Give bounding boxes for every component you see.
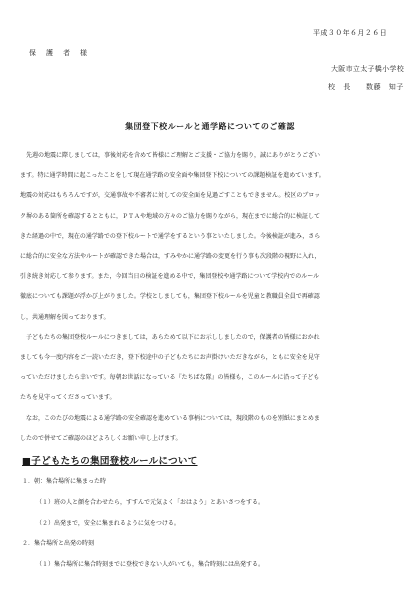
rule-list-item: （１）班の人と顔を合わせたら，すすんで元気よく「おはよう」とあいさつをする。 (36, 498, 265, 506)
body-line: 子どもたちの集団登校ルールにつきましては，あらためて以下にお示ししましたので，保護者の皆様におかれ (20, 333, 320, 341)
body-line: ましても今一度内容をご一読いただき，登下校途中の子どもたちにお声掛けいただきながら，ともに安全を見守 (20, 354, 320, 362)
rule-list (22, 472, 402, 576)
body-line: なお，このたびの地震による通学路の安全確認を進めている事柄については，現段階のものを別紙にまとめま (20, 414, 320, 422)
body-line: 引き続き対応して参ります。また，今回当日の検証を進める中で，集団登校や通学路について学校内でのルール (20, 273, 320, 281)
rule-list-item: （１）集合場所に集合時刻までに登校できない人がいても，集合時刻には出発する。 (36, 561, 265, 569)
body-line: 地震の対応はもちろんですが，交通事故や不審者に対しての安全面を見過ごすこともできません。校区のブロッ (20, 192, 321, 200)
body-line: っていただけましたら幸いです。毎朝お世話になっている『たちばな隊』の皆様も，このルールに沿って子ども (20, 374, 320, 382)
body-line: し，共通理解を図っております。 (20, 313, 110, 321)
body-line: に総合的に安全な方法やルートが確認できた場合は，すみやかに通学路の変更を行う事も次段階の視野に入れ， (20, 253, 321, 261)
rule-list-item: ２．集合場所と出発の時刻 (22, 540, 95, 548)
body-line: たちを見守ってくださっています。 (20, 394, 116, 402)
rule-list-item: （２）出発まで，安全に集まれるように気をつける。 (36, 519, 180, 527)
rule-list-item: １．朝：集合場所に集まった時 (22, 478, 107, 485)
section-heading: ■子どもたちの集団登校ルールについて (22, 456, 198, 467)
school-name: 大阪市立太子橋小学校 (331, 65, 404, 73)
body-line: 先週の地震に際しましては，事後対応を含めて皆様にご理解とご支援・ご協力を賜り，誠にありがとうござい (20, 152, 321, 159)
addressee: 保 護 者 様 (29, 49, 89, 57)
body-line: 徹底についても課題が浮かび上がりました。学校としましても，集団登下校ルールを児童と教職員全員で再確認 (20, 293, 320, 301)
principal-name: 校 長 数藤 知子 (328, 83, 404, 91)
document-date: 平成３０年６月２６日 (313, 29, 387, 37)
body-text (20, 146, 400, 449)
body-line: ク塀のある箇所を確認するとともに，ＰＴＡや地域の方々のご協力を賜りながら，現在までに総合的に検証して (20, 212, 321, 220)
body-line: ます。特に通学時間に起こったことをして現在通学路の安全面や集団登下校についての課題検証を進めています。 (20, 172, 325, 180)
body-line: したので併せてご確認のほどよろしくお願い申し上げます。 (20, 434, 182, 442)
body-line: きた経過の中で，現在の通学路での登下校ルートで通学をするという事といたしました。今後検証が進み，さら (20, 232, 321, 240)
document-title: 集団登下校ルールと通学路についてのご確認 (125, 121, 295, 131)
